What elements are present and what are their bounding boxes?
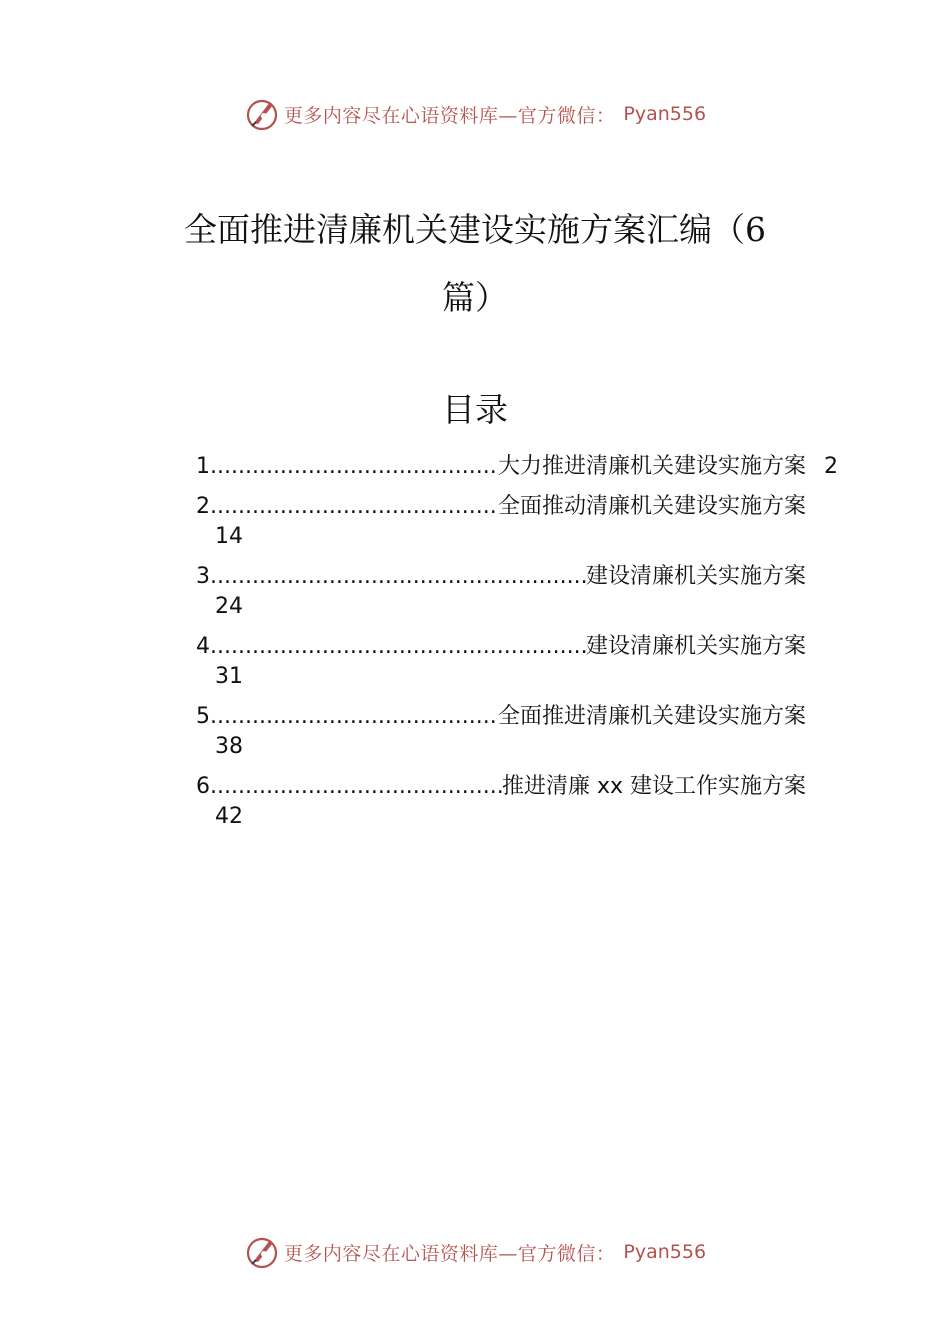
toc-entry-title: 大力推进清廉机关建设实施方案 — [497, 454, 806, 479]
toc-leader-dots — [210, 562, 586, 592]
toc-entry-3[interactable] — [196, 562, 856, 622]
watermark-text: 更多内容尽在心语资料库—官方微信： — [283, 104, 616, 127]
watermark-wechat-id: Pyan556 — [623, 1241, 707, 1263]
document-title-line-1: 全面推进清廉机关建设实施方案汇编（6 — [184, 210, 766, 249]
toc-leader-dots — [210, 492, 498, 522]
document-title-line-2: 篇） — [442, 278, 508, 317]
toc-entry-6[interactable] — [196, 772, 856, 832]
table-of-contents — [196, 452, 856, 842]
toc-entry-number: 6 — [196, 774, 210, 799]
toc-entry-page: 38 — [215, 734, 243, 759]
toc-entry-number: 2 — [196, 494, 210, 519]
toc-entry-title: 全面推进清廉机关建设实施方案 — [497, 704, 806, 729]
toc-leader-dots — [210, 632, 586, 662]
toc-entry-title: 全面推动清廉机关建设实施方案 — [497, 494, 806, 519]
toc-entry-1[interactable] — [196, 452, 856, 482]
quill-pen-logo-icon — [244, 1234, 280, 1270]
toc-entry-page: 24 — [215, 594, 243, 619]
toc-leader-dots — [210, 452, 498, 482]
toc-leader-dots — [210, 702, 498, 732]
toc-entry-title: 建设清廉机关实施方案 — [585, 564, 806, 589]
watermark-footer — [0, 1232, 950, 1272]
watermark-text: 更多内容尽在心语资料库—官方微信： — [283, 1242, 616, 1265]
toc-entry-page: 2 — [824, 454, 838, 479]
toc-heading: 目录 — [442, 390, 508, 429]
toc-entry-number: 3 — [196, 564, 210, 589]
toc-entry-title: 建设清廉机关实施方案 — [585, 634, 806, 659]
watermark-header — [0, 94, 950, 134]
toc-entry-page: 14 — [215, 524, 243, 549]
toc-entry-page: 31 — [215, 664, 243, 689]
toc-entry-number: 4 — [196, 634, 210, 659]
toc-entry-page: 42 — [215, 804, 243, 829]
toc-entry-title: 推进清廉 xx 建设工作实施方案 — [501, 774, 806, 799]
toc-entry-5[interactable] — [196, 702, 856, 762]
toc-entry-4[interactable] — [196, 632, 856, 692]
toc-entry-number: 1 — [196, 454, 210, 479]
watermark-wechat-id: Pyan556 — [623, 103, 707, 125]
toc-entry-number: 5 — [196, 704, 210, 729]
toc-entry-2[interactable] — [196, 492, 856, 552]
toc-leader-dots — [210, 772, 502, 802]
quill-pen-logo-icon — [244, 96, 280, 132]
